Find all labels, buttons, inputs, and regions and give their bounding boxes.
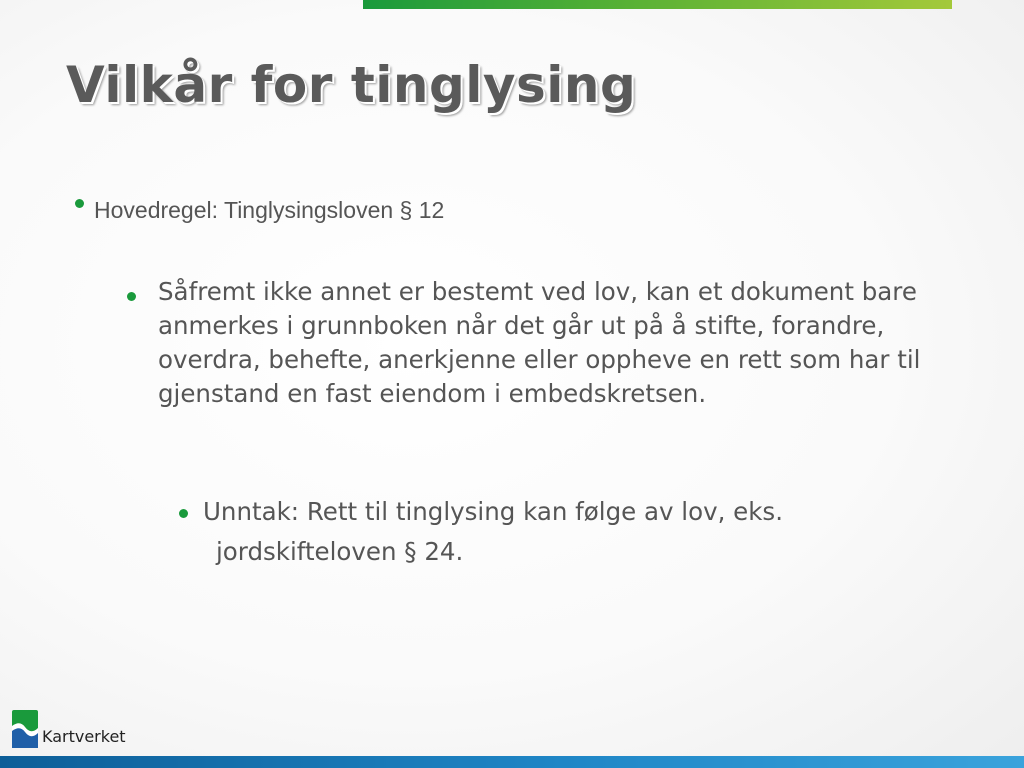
exception-line-2: jordskifteloven § 24. xyxy=(216,537,464,566)
exception-line-1: Unntak: Rett til tinglysing kan følge av lov, eks. xyxy=(203,497,783,526)
bullet-level-2 xyxy=(127,275,947,411)
bullet-level-1 xyxy=(75,196,444,224)
bullet-level-3 xyxy=(179,492,959,572)
bottom-accent-bar xyxy=(0,756,1024,768)
bullet-dot-icon xyxy=(179,509,188,518)
bullet-text-exception xyxy=(203,492,943,572)
bullet-text-rule: Såfremt ikke annet er bestemt ved lov, kan et dokument bare anmerkes i grunnboken når det går ut på å stifte, forandre, overdra, behefte, anerkjenne eller oppheve en rett som har til gjenstand en fast eiendom i embedskretsen. xyxy=(158,277,921,408)
kartverket-logo xyxy=(12,710,126,748)
slide-title: Vilkår for tinglysing xyxy=(66,56,637,114)
bullet-text-hovedregel: Hovedregel: Tinglysingsloven § 12 xyxy=(94,197,445,223)
logo-text: Kartverket xyxy=(42,726,126,746)
bullet-dot-icon xyxy=(127,292,136,301)
top-accent-bar xyxy=(363,0,952,9)
bullet-dot-icon xyxy=(75,199,84,208)
kartverket-logo-icon xyxy=(12,710,38,748)
